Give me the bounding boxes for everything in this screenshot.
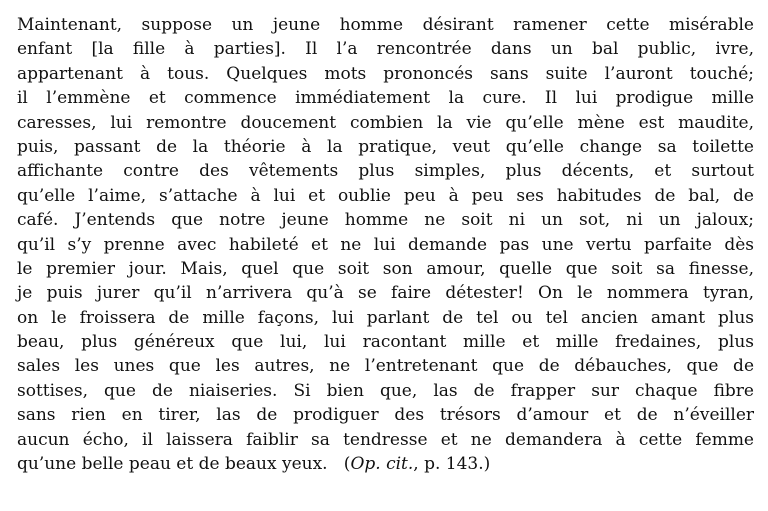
paragraph-line: caresses, lui remontre doucement combien la vie qu’elle mène est maudite, [17,112,754,133]
paragraph-line: beau, plus généreux que lui, lui racontant mille et mille fredaines, plus [17,332,754,353]
paragraph-line: Maintenant, suppose un jeune homme désirant ramener cette misérable [17,15,754,35]
citation-open-paren: ( [343,454,351,475]
citation-work: Op. cit. [350,454,414,475]
paragraph-line: sales les unes que les autres, ne l’entretenant que de débauches, que de [17,356,754,377]
citation [344,454,490,474]
paragraph-line: affichante contre des vêtements plus simples, plus décents, et surtout [17,161,754,182]
paragraph-line: sans rien en tirer, las de prodiguer des trésors d’amour et de n’éveiller [17,405,754,426]
paragraph-line: qu’elle l’aime, s’attache à lui et oublie peu à peu ses habitudes de bal, de [17,185,754,206]
paragraph-line: il l’emmène et commence immédiatement la cure. Il lui prodigue mille [17,88,754,109]
paragraph-line: le premier jour. Mais, quel que soit son amour, quelle que soit sa finesse, [17,258,754,279]
paragraph-line: qu’il s’y prenne avec habileté et ne lui demande pas une vertu parfaite dès [17,234,754,255]
paragraph-line: enfant [la fille à parties]. Il l’a rencontrée dans un bal public, ivre, [17,39,754,60]
paragraph-final-line [17,452,754,476]
final-line-text: qu’une belle peau et de beaux yeux. [17,454,328,475]
quoted-paragraph [17,13,754,476]
paragraph-line: sottises, que de niaiseries. Si bien que, las de frapper sur chaque fibre [17,380,754,401]
paragraph-line: on le froissera de mille façons, lui parlant de tel ou tel ancien amant plus [17,307,754,328]
paragraph-line: puis, passant de la théorie à la pratique, veut qu’elle change sa toilette [17,136,754,157]
paragraph-line: appartenant à tous. Quelques mots prononcés sans suite l’auront touché; [17,63,754,84]
citation-page-ref: , p. 143.) [413,454,491,475]
paragraph-line: aucun écho, il laissera faiblir sa tendresse et ne demandera à cette femme [17,429,754,450]
paragraph-line: je puis jurer qu’il n’arrivera qu’à se faire détester! On le nommera tyran, [17,283,754,304]
paragraph-line: café. J’entends que notre jeune homme ne soit ni un sot, ni un jaloux; [17,210,754,231]
